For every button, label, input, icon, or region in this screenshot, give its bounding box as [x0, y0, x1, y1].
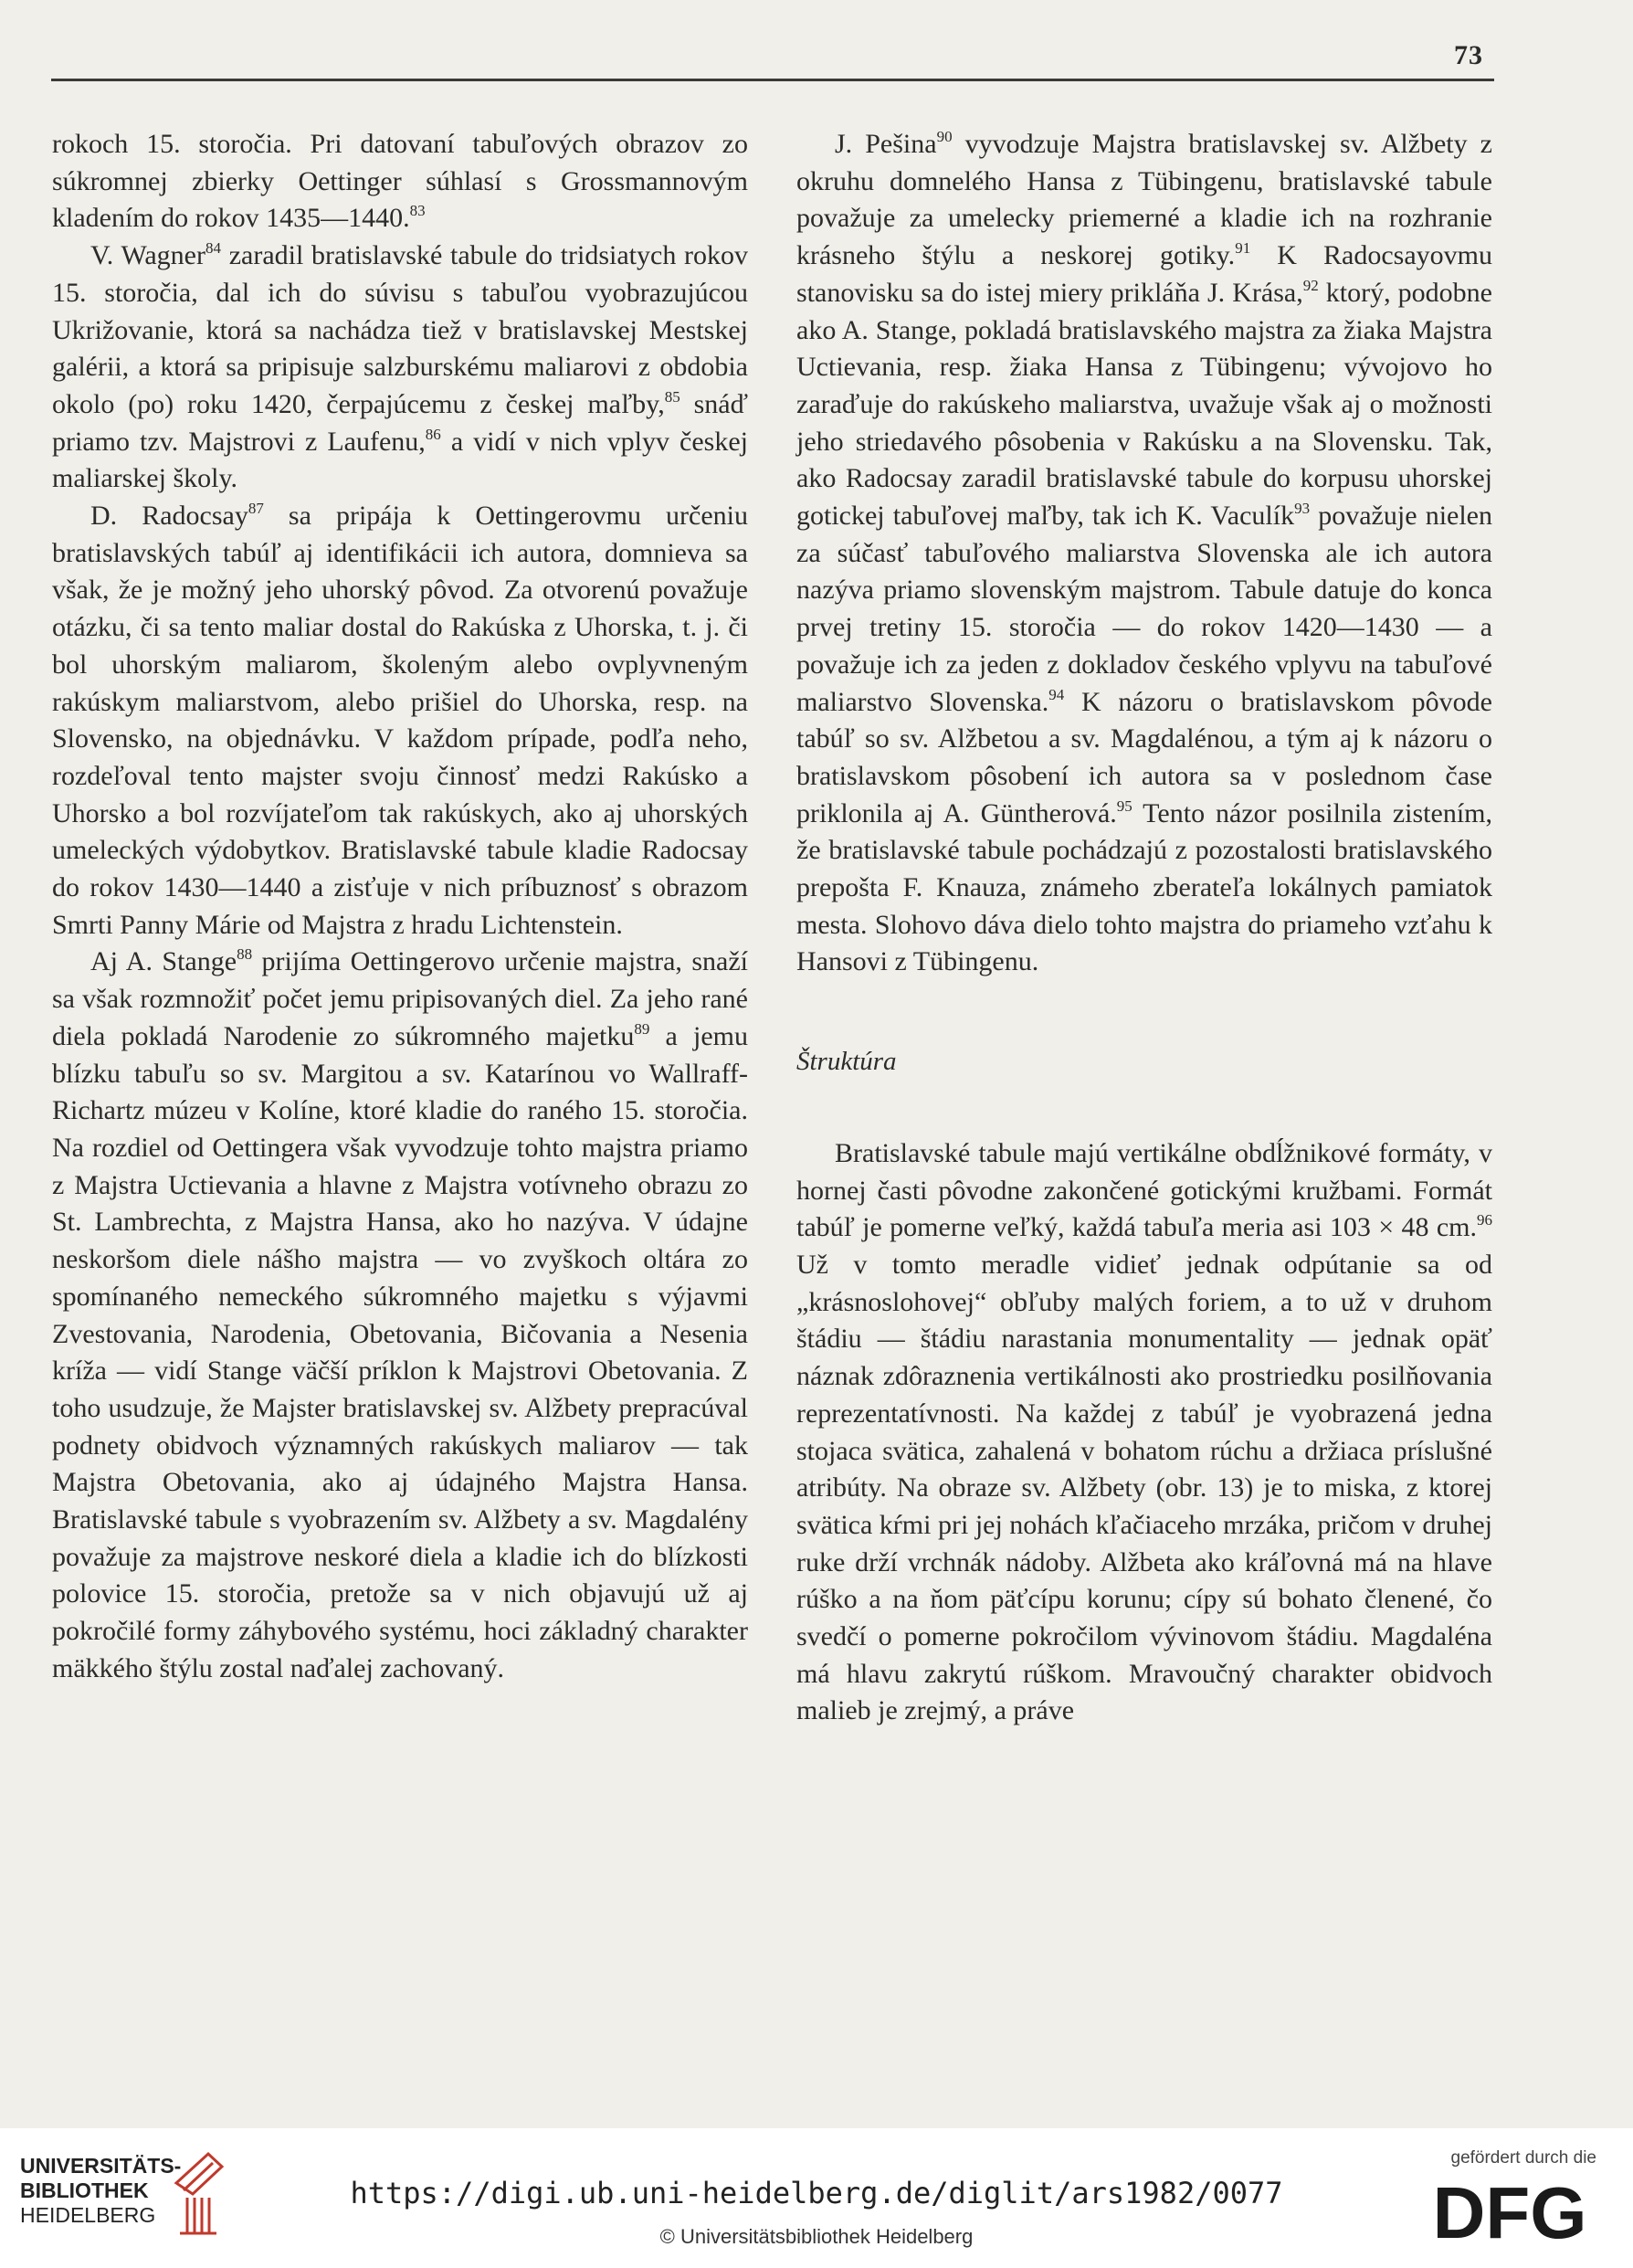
footnote-ref[interactable]: 91 — [1235, 239, 1251, 258]
right-column-bottom-text — [796, 1135, 1492, 1730]
text-run: ktorý, podobne ako A. Stange, pokladá bratislavského majstra za žiaka Majstra Uctievania, resp. žiaka Hansa z Tübingenu; vývojovo ho zaraďuje do rakúskeho maliarstva, uvažuje však aj o možnosti jeho striedavého pôsobenia v Rakúsku a na Slovensku. Tak, ako Radocsay zaradil bratislavské tabule do korpusu uhorskej gotickej tabuľovej maľby, tak ich K. Vaculík — [796, 277, 1492, 532]
footnote-ref[interactable]: 88 — [237, 945, 253, 964]
footnote-ref[interactable]: 90 — [936, 128, 953, 145]
text-run: Bratislavské tabule majú vertikálne obdĺžnikové formáty, v hornej časti pôvodne zakončené gotickými kružbami. Formát tabúľ je pomerne veľký, každá tabuľa meria asi 103 × 48 cm. — [796, 1137, 1492, 1243]
text-run: J. Pešina — [835, 129, 937, 159]
text-run: Už v tomto meradle vidieť jednak odpútanie sa od „krásnoslohovej“ obľuby malých foriem, a to už v druhom štádiu — štádiu narastania monumentality — jednak opäť náznak zdôraznenia vertikálnosti ako prostriedku posilňovania reprezentatívnosti. Na každej z tabúľ je vyobrazená jedna stojaca svätica, zahalená v bohatom rúchu a držiaca príslušné atribúty. Na obraze sv. Alžbety (obr. 13) je to miska, z ktorej svätica kŕmi pri jej nohách kľačiaceho mrzáka, pričom v druhej ruke drží vrchnák nádoby. Alžbeta ako kráľovná má na hlave rúško a na ňom päťcípu korunu; cípy sú bohato členené, čo svedčí o pomerne pokročilom vývinovom štádiu. Magdaléna má hlavu zakrytú rúškom. Mravoučný charakter obidvoch malieb je zrejmý, a práve — [796, 1249, 1492, 1726]
paragraph — [52, 237, 748, 498]
text-run: prijíma Oettingerovo určenie majstra, snaží sa však rozmnožiť počet jemu pripisovaných diel. Za jeho rané diela pokladá Narodenie zo súkromného majetku — [52, 946, 748, 1051]
paragraph — [796, 126, 1492, 981]
text-run: a vidí v nich vplyv českej maliarskej školy. — [52, 426, 748, 494]
text-run: Tento názor posilnila zistením, že bratislavské tabule pochádzajú z pozostalosti bratislavského prepošta F. Knauza, známeho zberateľa lokálnych pamiatok mesta. Slohovo dáva dielo tohto majstra do priameho vzťahu k Hansovi z Tübingenu. — [796, 797, 1493, 977]
footnote-ref[interactable]: 85 — [664, 387, 680, 406]
copyright-notice: © Universitätsbibliothek Heidelberg — [659, 2225, 974, 2248]
text-run: K Radocsayovmu stanovisku sa do istej miery prikláňa J. Krása, — [796, 240, 1493, 308]
paragraph — [52, 944, 748, 1687]
document-url-link[interactable]: https://digi.ub.uni-heidelberg.de/diglit/ars1982/0077 — [350, 2176, 1283, 2210]
footnote-ref[interactable]: 83 — [409, 202, 426, 220]
footnote-ref[interactable]: 94 — [1048, 685, 1065, 703]
dfg-logo-text: DFG — [1432, 2176, 1587, 2249]
text-run: zaradil bratislavské tabule do tridsiatych rokov 15. storočia, dal ich do súvisu s tabuľou vyobrazujúcou Ukrižovanie, ktorá sa nachádza tiež v bratislavskej Mestskej galérii, a ktorá sa pripisuje salzburskému maliarovi z obdobia okolo (po) roku 1420, čerpajúcemu z českej maľby, — [52, 240, 749, 419]
library-name-line2: BIBLIOTHEK — [20, 2178, 149, 2202]
dfg-logo[interactable] — [1414, 2176, 1606, 2249]
funding-note: gefördert durch die — [1450, 2148, 1596, 2168]
footnote-ref[interactable]: 87 — [248, 500, 264, 518]
text-run: K názoru o bratislavskom pôvode tabúľ so sv. Alžbetou a sv. Magdalénou, a tým aj k názoru o bratislavskom pôsobení ich autora sa v poslednom čase priklonila aj A. Güntherová. — [796, 686, 1492, 828]
text-run: V. Wagner — [90, 240, 205, 271]
text-run: sa pripája k Oettingerovmu určeniu bratislavských tabúľ aj identifikácii ich autora, domnieva sa však, že je možný jeho uhorský pôvod. Za otvorenú považuje otázku, či sa tento maliar dostal do Rakúska z Uhorska, t. j. či bol uhorským maliarom, školeným alebo ovplyvneným rakúskym maliarstvom, alebo prišiel do Uhorska, resp. na Slovensko, na objednávku. V každom prípade, podľa neho, rozdeľoval tento majster svoju činnosť medzi Rakúsko a Uhorsko a bol rozvíjateľom tak rakúskych, ako aj uhorských umeleckých výdobytkov. Bratislavské tabule kladie Radocsay do rokov 1430—1440 a zisťuje v nich príbuznosť s obrazom Smrti Panny Márie od Majstra z hradu Lichtenstein. — [52, 501, 748, 940]
text-run: vyvodzuje Majstra bratislavskej sv. Alžbety z okruhu domnelého Hansa z Tübingenu, bratislavské tabule považuje za umelecky priemerné a kladie ich na rozhranie krásneho štýlu a neskorej gotiky. — [796, 129, 1492, 271]
right-column-top-text — [796, 126, 1492, 981]
left-text-column — [52, 126, 748, 1688]
page-footer — [0, 2128, 1633, 2268]
paragraph — [52, 498, 748, 944]
footnote-ref[interactable]: 92 — [1302, 276, 1319, 294]
paragraph — [52, 126, 748, 237]
text-run: snáď priamo tzv. Majstrovi z Laufenu, — [52, 388, 748, 457]
text-run: považuje nielen za súčasť tabuľového maliarstva Slovenska ale ich autora nazýva priamo slovenským majstrom. Tabule datuje do konca prvej tretiny 15. storočia — do rokov 1420—1430 — a považuje ich za jeden z dokladov českého vplyvu na tabuľové maliarstvo Slovenska. — [796, 501, 1492, 717]
footnote-ref[interactable]: 84 — [205, 239, 221, 258]
footnote-ref[interactable]: 95 — [1116, 796, 1133, 815]
footnote-ref[interactable]: 89 — [634, 1019, 650, 1038]
paragraph — [796, 1135, 1492, 1730]
library-name-line3: HEIDELBERG — [20, 2203, 156, 2227]
header-rule — [51, 79, 1494, 81]
right-text-column — [796, 126, 1492, 1730]
footnote-ref[interactable]: 86 — [425, 425, 441, 443]
text-run: Aj A. Stange — [90, 946, 237, 977]
library-name-line1: UNIVERSITÄTS- — [20, 2154, 182, 2178]
text-run: rokoch 15. storočia. Pri datovaní tabuľových obrazov zo súkromnej zbierky Oettinger súhlasí s Grossmannovým kladením do rokov 1435—1440. — [52, 129, 748, 234]
section-heading: Štruktúra — [796, 1047, 897, 1077]
text-run: D. Radocsay — [90, 501, 248, 532]
text-run: a jemu blízku tabuľu so sv. Margitou a sv. Katarínou vo Wallraff-Richartz múzeu v Kolíne, ktoré kladie do raného 15. storočia. Na rozdiel od Oettingera však vyvodzuje tohto majstra priamo z Majstra Uctievania a hlavne z Majstra votívneho obrazu zo St. Lambrechta, z Majstra Hansa, ako ho nazýva. V údajne neskoršom diele nášho majstra — vo zvyškoch oltára zo spomínaného nemeckého súkromného majetku s výjavmi Zvestovania, Narodenia, Obetovania, Bičovania a Nesenia kríža — vidí Stange väčší príklon k Majstrovi Obetovania. Z toho usudzuje, že Majster bratislavskej sv. Alžbety prepracúval podnety obidvoch významných rakúskych maliarov — tak Majstra Obetovania, ako aj údajného Majstra Hansa. Bratislavské tabule s vyobrazením sv. Alžbety a sv. Magdalény považuje za majstrove neskoré diela a kladie ich do blízkosti polovice 15. storočia, pretože sa v nich objavujú už aj pokročilé formy záhybového systému, hoci základný charakter mäkkého štýlu zostal naďalej zachovaný. — [52, 1020, 748, 1683]
page-number: 73 — [1454, 40, 1483, 70]
footnote-ref[interactable]: 93 — [1294, 500, 1311, 518]
footnote-ref[interactable]: 96 — [1477, 1211, 1492, 1229]
